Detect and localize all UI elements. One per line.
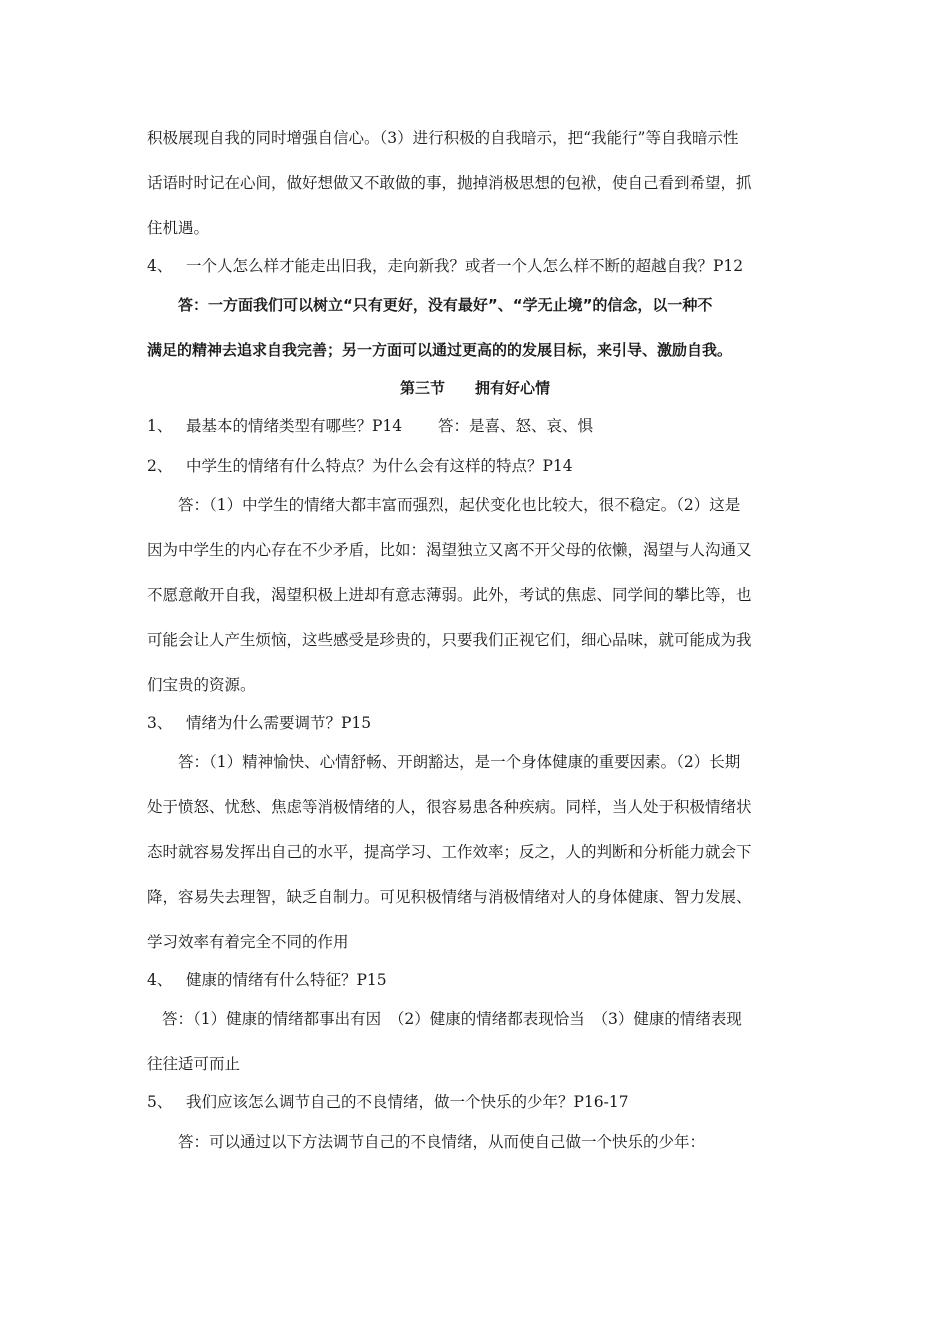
paragraph-line: 话语时时记在心间，做好想做又不敢做的事，抛掉消极思想的包袱，使自己看到希望，抓	[147, 174, 752, 192]
question-text: 中学生的情绪有什么特点？为什么会有这样的特点？P14	[185, 457, 573, 475]
answer-line: 可能会让人产生烦恼，这些感受是珍贵的，只要我们正视它们，细心品味，就可能成为我	[147, 631, 752, 649]
answer-line: 答：可以通过以下方法调节自己的不良情绪，从而使自己做一个快乐的少年：	[178, 1133, 706, 1151]
answer-line: 降，容易失去理智，缺乏自制力。可见积极情绪与消极情绪对人的身体健康、智力发展、	[147, 888, 752, 906]
question-text: 情绪为什么需要调节？P15	[185, 714, 372, 732]
answer-line: 答：（1）健康的情绪都事出有因 （2）健康的情绪都表现恰当 （3）健康的情绪表现	[162, 1010, 742, 1028]
section-question-3	[147, 713, 371, 733]
answer-line: 不愿意敞开自我，渴望积极上进却有意志薄弱。此外，考试的焦虑、同学间的攀比等，也	[147, 586, 752, 604]
answer-line: 往往适可而止	[147, 1055, 241, 1073]
answer-line: 们宝贵的资源。	[147, 676, 256, 694]
section-question-1	[147, 416, 593, 436]
question-text: 一个人怎么样才能走出旧我，走向新我？或者一个人怎么样不断的超越自我？P12	[185, 257, 744, 275]
answer-line: 处于愤怒、忧愁、焦虑等消极情绪的人，很容易患各种疾病。同样，当人处于积极情绪状	[147, 798, 752, 816]
paragraph-line: 住机遇。	[147, 219, 210, 237]
question-number: 3、	[147, 714, 173, 732]
question-number: 4、	[147, 257, 173, 275]
question-text: 我们应该怎么调节自己的不良情绪，做一个快乐的少年？P16-17	[185, 1093, 629, 1111]
section-title: 第三节 拥有好心情	[399, 379, 550, 397]
question-number: 4、	[147, 971, 173, 989]
paragraph-line: 积极展现自我的同时增强自信心。（3）进行积极的自我暗示，把“我能行”等自我暗示性	[147, 129, 739, 147]
question-number: 5、	[147, 1093, 173, 1111]
answer-4-line-2: 满足的精神去追求自我完善；另一方面可以通过更高的的发展目标，来引导、激励自我。	[147, 341, 733, 359]
answer-line: 学习效率有着完全不同的作用	[147, 933, 349, 951]
answer-line: 答：（1）中学生的情绪大都丰富而强烈，起伏变化也比较大，很不稳定。（2）这是	[178, 496, 741, 514]
answer-line: 因为中学生的内心存在不少矛盾，比如：渴望独立又离不开父母的依懒，渴望与人沟通又	[147, 541, 752, 559]
question-text: 最基本的情绪类型有哪些？P14	[185, 417, 403, 435]
answer-line: 答：（1）精神愉快、心情舒畅、开朗豁达，是一个身体健康的重要因素。（2）长期	[178, 753, 741, 771]
question-number: 1、	[147, 417, 173, 435]
answer-text: 答：是喜、怒、哀、惧	[437, 417, 593, 435]
question-number: 2、	[147, 457, 173, 475]
answer-4-line-1: 答：一方面我们可以树立“只有更好，没有最好”、“学无止境”的信念，以一种不	[178, 296, 713, 314]
answer-line: 态时就容易发挥出自己的水平，提高学习、工作效率；反之，人的判断和分析能力就会下	[147, 843, 752, 861]
question-4	[147, 256, 743, 276]
section-question-2	[147, 456, 573, 476]
section-question-5	[147, 1092, 629, 1112]
question-text: 健康的情绪有什么特征？P15	[185, 971, 387, 989]
section-question-4	[147, 970, 387, 990]
